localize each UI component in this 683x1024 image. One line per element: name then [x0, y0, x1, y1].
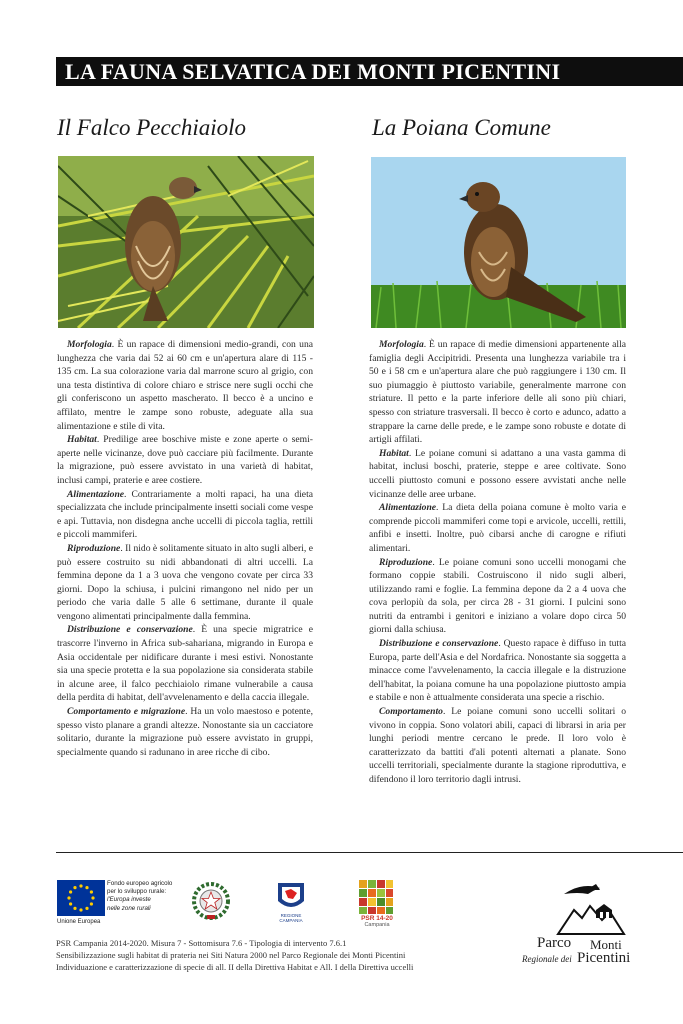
para-heading: Alimentazione [67, 488, 125, 500]
psr-logo [359, 880, 393, 914]
para-heading: Morfologia [379, 339, 424, 350]
right-para-morfologia: Morfologia. È un rapace di medie dimensioni appartenente alla famiglia degli Accipitridi. Presenta una lunghezza variabile tra i 50 e i 58 cm e un'apertura alare che può raggiungere i 130 cm. Il suo piumaggio è piuttosto variabile, generalmente marrone con striature. Il petto e la parte inferiore delle ali sono più chiari, spesso con striature trasversali. Il becco è corto e adunco, adatto a strappare la carne delle prede, e le zampe sono robuste e dotate di artigli affilati. [369, 339, 626, 446]
para-heading: Distribuzione e conservazione [67, 624, 193, 636]
para-heading: Habitat [379, 447, 409, 459]
right-para-distribuzione: Distribuzione e conservazione. Questo rapace è diffuso in tutta Europa, parte dell'Asia e del Nordafrica. Nonostante sia soggetta a minacce come l'avvelenamento, la caccia illegale e la distruzione dell'habitat, la poiana comune ha una popolazione piuttosto ampia e stabile e non è attualmente considerata una specie a rischio. [369, 638, 626, 704]
right-para-alimentazione: Alimentazione. La dieta della poiana comune è molto varia e comprende piccoli mammiferi come topi e arvicole, uccelli, rettili, anfibi e insetti. Inoltre, può cibarsi anche di carogne e rifiuti alimentari. [369, 502, 626, 554]
left-para-morfologia: Morfologia. È un rapace di dimensioni medio-grandi, con una lunghezza che varia dai 52 ai 60 cm e un'apertura alare di 115 - 135 cm. La sua colorazione varia dal marrone scuro al grigio, con una testa distintiva di colore chiaro e strisce nere sugli occhi che gli conferiscono un aspetto mascherato. Il becco è a uncino e affilato, mentre le zampe sono robuste, adeguate alla sua alimentazione e stile di vita. [57, 339, 313, 432]
left-para-alimentazione: Alimentazione. Contrariamente a molti rapaci, ha una dieta specializzata che include principalmente insetti sociali come vespe e api. Tuttavia, non disdegna anche uccelli di piccola taglia, rettili e piccoli mammiferi. [57, 488, 313, 541]
regione-campania-caption: REGIONE CAMPANIA [279, 913, 303, 923]
para-heading: Morfologia [67, 339, 112, 350]
para-heading: Comportamento e migrazione [67, 706, 186, 718]
right-para-riproduzione: Riproduzione. Le poiane comuni sono uccelli monogami che formano coppie stabili. Costruiscono il nido sugli alberi, utilizzando rami e foglie. La femmina depone da 2 a 4 uova che cova perlopiù da sola, per circa 28 - 31 giorni. I pulcini sono nutriti da entrambi i genitori e iniziano a volare dopo circa 50 giorni dalla schiusa. [369, 556, 626, 636]
footer-line: Individuazione e caratterizzazione di specie di all. II della Direttiva Habitat e All. I della Direttiva uccelli [56, 962, 414, 972]
left-article [57, 338, 313, 759]
left-para-riproduzione: Riproduzione. Il nido è solitamente situato in alto sugli alberi, e può essere costruito su nidi abbandonati di altri uccelli. La femmina depone da 1 a 3 uova che vengono covate per circa 33 giorni. Dopo la schiusa, i pulcini rimangono nel nido per un periodo che varia dalle 5 alle 6 settimane, durante il quale vengono alimentati principalmente dalla femmina. [57, 542, 313, 622]
regionale-dei-word: Regionale dei [522, 954, 572, 964]
right-column-title: La Poiana Comune [372, 115, 551, 140]
parco-logo-text [520, 935, 640, 975]
para-heading: Comportamento [379, 706, 443, 718]
eu-flag-logo [57, 880, 105, 916]
footer-line: Sensibilizzazione sugli habitat di prateria nei Siti Natura 2000 nel Parco Regionale dei Monti Picentini [56, 950, 406, 960]
common-buzzard-photo [371, 157, 626, 328]
header-banner [56, 57, 683, 86]
para-heading: Alimentazione [379, 502, 437, 514]
parco-eagle-logo [556, 880, 626, 936]
para-heading: Distribuzione e conservazione [379, 638, 499, 650]
right-para-comportamento: Comportamento. Le poiane comuni sono uccelli solitari o vivono in coppia. Sono volatori abili, capaci di librarsi in aria per lunghi periodi mentre cercano le prede. Il loro volo è caratterizzato da battiti d'ali potenti alternati a planate. Sono uccelli territoriali, specialmente durante la stagione riproduttiva, e difendono il loro territorio dagli intrusi. [369, 706, 626, 785]
picentini-word: Picentini [577, 950, 631, 966]
parco-word: Parco [537, 935, 572, 951]
honey-buzzard-photo [58, 156, 314, 328]
footer-line: PSR Campania 2014-2020. Misura 7 - Sottomisura 7.6 - Tipologia di intervento 7.6.1 [56, 938, 347, 948]
right-article [369, 338, 626, 787]
para-heading: Riproduzione [67, 542, 121, 554]
psr-sub: Campania [364, 922, 390, 928]
left-para-distribuzione: Distribuzione e conservazione. È una specie migratrice e trascorre l'inverno in Africa sub-sahariana, migrando in Europa e Asia occidentale per nidificare durante i mesi estivi. Nonostante sia una specie protetta e la sua popolazione sia considerata stabile in alcune aree, il falco pecchiaiolo rimane vulnerabile a causa della perdita di habitat, dell'avvelenamento e della caccia illegale. [57, 624, 313, 704]
right-para-habitat: Habitat. Le poiane comuni si adattano a una vasta gamma di habitat, inclusi boschi, praterie, steppe e aree coltivate. Sono uccelli piuttosto comuni e possono essere avvistati anche nelle vicinanze delle aree urbane. [369, 447, 626, 500]
italian-republic-emblem [192, 881, 230, 921]
left-para-comportamento: Comportamento e migrazione. Ha un volo maestoso e potente, spesso visto planare a grandi altezze. Nonostante sia un cacciatore solitario, durante la migrazione può essere avvistato in gruppi, specialmente quando si radunano in aree ricche di cibo. [57, 706, 313, 758]
page-title: LA FAUNA SELVATICA DEI MONTI PICENTINI [65, 59, 561, 84]
left-column-title: Il Falco Pecchiaiolo [57, 115, 247, 140]
psr-label: PSR 14-20 [361, 915, 393, 922]
footer-text [56, 937, 413, 973]
regione-campania-logo [276, 881, 306, 913]
eu-caption: Unione Europea [57, 919, 101, 925]
para-heading: Riproduzione [379, 556, 433, 568]
footer-divider [56, 852, 683, 853]
monti-word: Monti [590, 937, 622, 952]
left-para-habitat: Habitat. Predilige aree boschive miste e zone aperte o semi-aperte nelle vicinanze, dove può cacciare più facilmente. Durante la migrazione, può essere avvistato in una varietà di habitat, inclusi campi, praterie e aree costiere. [57, 434, 313, 486]
para-heading: Habitat [67, 434, 97, 446]
eu-fund-text: Fondo europeo agricolo per lo sviluppo rurale: l'Europa investe nelle zone rurali [107, 880, 173, 912]
